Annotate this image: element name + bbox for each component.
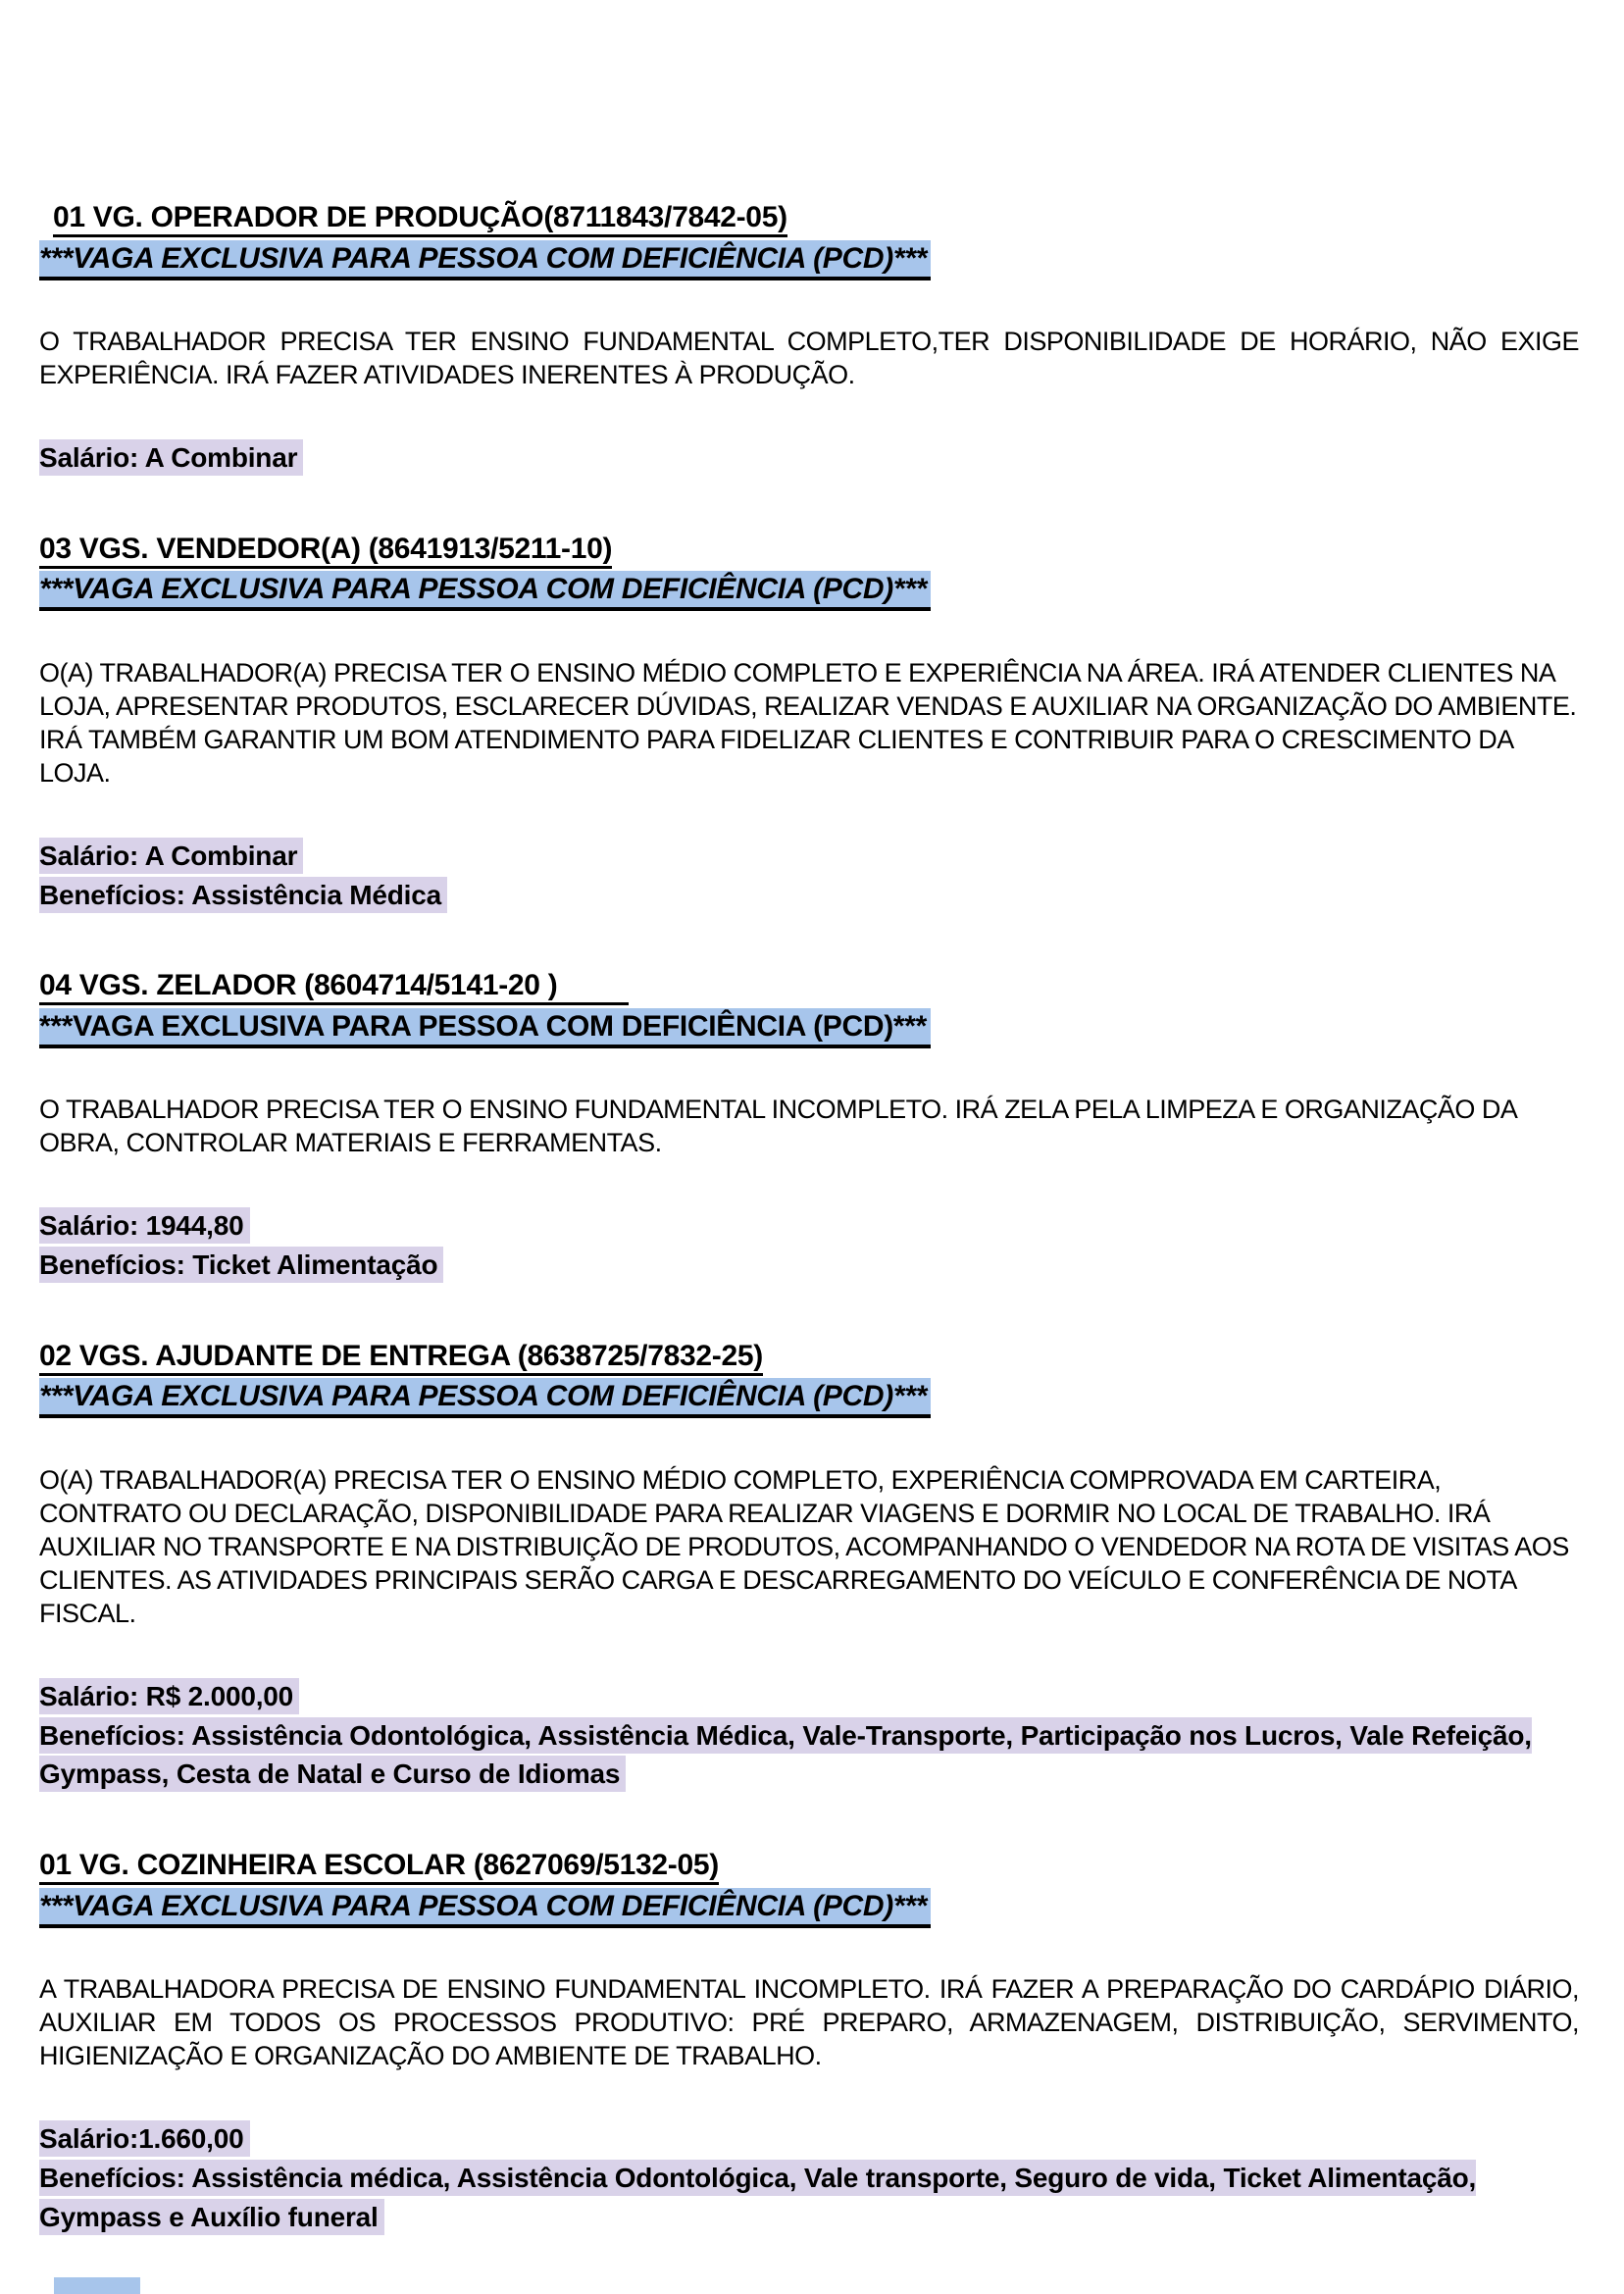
vacancy-heading-text: 01 VG. COZINHEIRA ESCOLAR (8627069/5132-05) [39,1849,719,1885]
benefits-line [39,2159,1569,2237]
vacancy-section [39,533,1579,915]
benefits-line [39,1716,1569,1795]
vacancy-description: O TRABALHADOR PRECISA TER ENSINO FUNDAMENTAL COMPLETO,TER DISPONIBILIDADE DE HORÁRIO, NÃO EXIGE EXPERIÊNCIA. IRÁ FAZER ATIVIDADES INERENTES À PRODUÇÃO. [39,327,1579,390]
vacancy-list [39,201,1579,2237]
benefits-line [39,876,1569,915]
vacancy-section [39,969,1579,1285]
pcd-exclusive-note [39,1890,1579,1924]
salary-text: Salário: A Combinar [39,439,303,476]
benefits-text: Benefícios: Assistência médica, Assistência Odontológica, Vale transporte, Seguro de vida, Ticket Alimentação, Gympass e Auxílio funeral [39,2160,1476,2235]
vacancy-description: O(A) TRABALHADOR(A) PRECISA TER O ENSINO MÉDIO COMPLETO, EXPERIÊNCIA COMPROVADA EM CARTEIRA, CONTRATO OU DECLARAÇÃO, DISPONIBILIDADE PARA REALIZAR VIAGENS E DORMIR NO LOCAL DE TRABALHO. IRÁ AUXILIAR NO TRANSPORTE E NA DISTRIBUIÇÃO DE PRODUTOS, ACOMPANHANDO O VENDEDOR NA ROTA DE VISITAS AOS CLIENTES. AS ATIVIDADES PRINCIPAIS SERÃO CARGA E DESCARREGAMENTO DO VEÍCULO E CONFERÊNCIA DE NOTA FISCAL. [39,1464,1569,1628]
vacancy-heading [39,1340,1579,1374]
vacancy-heading-text: 02 VGS. AJUDANTE DE ENTREGA (8638725/7832-25) [39,1340,763,1376]
benefits-line [39,1246,1569,1285]
vacancy-description: O(A) TRABALHADOR(A) PRECISA TER O ENSINO MÉDIO COMPLETO E EXPERIÊNCIA NA ÁREA. IRÁ ATENDER CLIENTES NA LOJA, APRESENTAR PRODUTOS, ESCLARECER DÚVIDAS, REALIZAR VENDAS E AUXILIAR NA ORGANIZAÇÃO DO AMBIENTE. IRÁ TAMBÉM GARANTIR UM BOM ATENDIMENTO PARA FIDELIZAR CLIENTES E CONTRIBUIR PARA O CRESCIMENTO DA LOJA. [39,657,1577,788]
salary-text: Salário: 1944,80 [39,1207,250,1244]
pcd-exclusive-note-text: ***VAGA EXCLUSIVA PARA PESSOA COM DEFICIÊNCIA (PCD)*** [39,240,931,280]
vacancy-section [39,1340,1579,1794]
vacancy-meta [39,837,1579,915]
vacancy-meta [39,2119,1579,2236]
cutoff-highlight-fragment [54,2277,140,2294]
vacancy-description: A TRABALHADORA PRECISA DE ENSINO FUNDAMENTAL INCOMPLETO. IRÁ FAZER A PREPARAÇÃO DO CARDÁPIO DIÁRIO, AUXILIAR EM TODOS OS PROCESSOS PRODUTIVO: PRÉ PREPARO, ARMAZENAGEM, DISTRIBUIÇÃO, SERVIMENTO, HIGIENIZAÇÃO E ORGANIZAÇÃO DO AMBIENTE DE TRABALHO. [39,1974,1579,2071]
vacancy-heading [39,969,1579,1003]
salary-text: Salário:1.660,00 [39,2120,250,2157]
salary-text: Salário: R$ 2.000,00 [39,1678,299,1714]
vacancy-heading-text: 03 VGS. VENDEDOR(A) (8641913/5211-10) [39,533,612,569]
vacancy-section [39,201,1579,478]
vacancy-meta [39,438,1579,478]
vacancy-meta [39,1677,1579,1794]
salary-line [39,438,1569,478]
pcd-exclusive-note [39,1380,1579,1414]
vacancy-description: O TRABALHADOR PRECISA TER O ENSINO FUNDAMENTAL INCOMPLETO. IRÁ ZELA PELA LIMPEZA E ORGANIZAÇÃO DA OBRA, CONTROLAR MATERIAIS E FERRAMENTAS. [39,1095,1516,1158]
pcd-exclusive-note-text: ***VAGA EXCLUSIVA PARA PESSOA COM DEFICIÊNCIA (PCD)*** [39,1378,931,1418]
vacancy-heading [39,1849,1579,1883]
pcd-exclusive-note [39,1010,1579,1045]
salary-text: Salário: A Combinar [39,838,303,874]
pcd-exclusive-note-text: ***VAGA EXCLUSIVA PARA PESSOA COM DEFICIÊNCIA (PCD)*** [39,1008,931,1048]
vacancy-heading-text: 04 VGS. ZELADOR (8604714/5141-20 ) [39,969,629,1005]
vacancy-meta [39,1206,1579,1285]
vacancy-section [39,1849,1579,2236]
salary-line [39,1677,1569,1716]
benefits-text: Benefícios: Ticket Alimentação [39,1247,443,1283]
pcd-exclusive-note [39,573,1579,607]
pcd-exclusive-note [39,242,1579,277]
benefits-text: Benefícios: Assistência Odontológica, Assistência Médica, Vale-Transporte, Participação nos Lucros, Vale Refeição, Gympass, Cesta de Natal e Curso de Idiomas [39,1717,1532,1793]
vacancy-heading-text: 01 VG. OPERADOR DE PRODUÇÃO(8711843/7842-05) [53,201,787,237]
pcd-exclusive-note-text: ***VAGA EXCLUSIVA PARA PESSOA COM DEFICIÊNCIA (PCD)*** [39,571,931,611]
benefits-text: Benefícios: Assistência Médica [39,877,447,913]
pcd-exclusive-note-text: ***VAGA EXCLUSIVA PARA PESSOA COM DEFICIÊNCIA (PCD)*** [39,1888,931,1928]
salary-line [39,837,1569,876]
vacancy-heading [39,201,1579,235]
salary-line [39,2119,1569,2159]
vacancy-heading [39,533,1579,567]
salary-line [39,1206,1569,1246]
